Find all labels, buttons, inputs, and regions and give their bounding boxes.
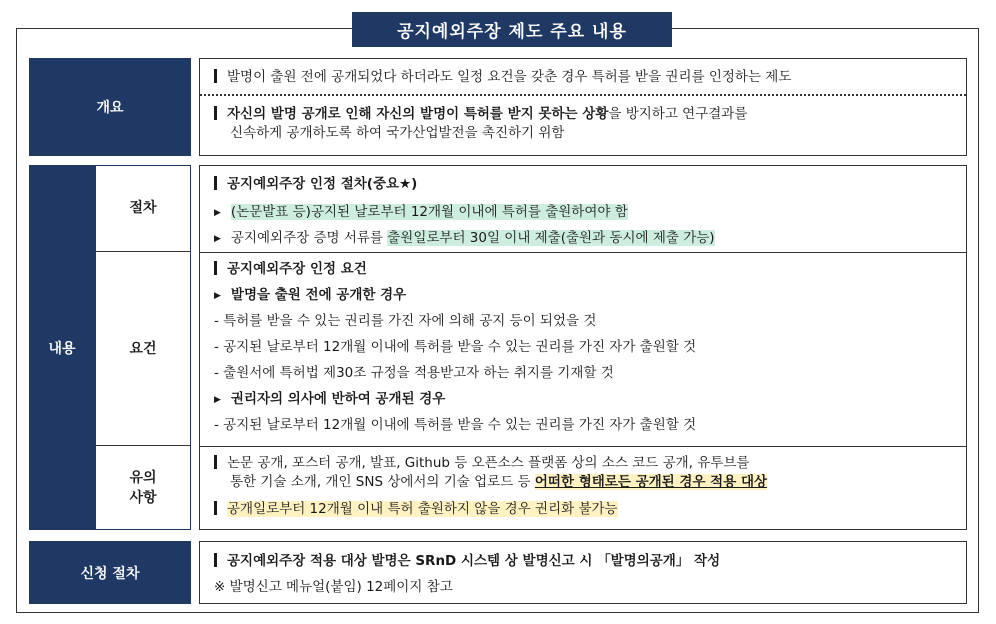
requirements-label-text: 요건: [129, 340, 157, 357]
requirements-item: [214, 416, 696, 434]
bar-marker: [214, 106, 217, 120]
overview-text-3: 신속하게 공개하도록 하여 국가산업발전을 촉진하기 위함: [230, 125, 565, 141]
procedure-heading: [214, 175, 417, 193]
procedure-item-1-highlight: (논문발표 등)공지된 날로부터 12개월 이내에 특허를 출원: [230, 204, 572, 220]
triangle-bullet-icon: ▶: [214, 291, 221, 301]
requirements-item-text: - 공지된 날로부터 12개월 이내에 특허를 받을 수 있는 권리를 가진 자가 출원할 것: [214, 417, 697, 433]
procedure-heading-text: 공지예외주장 인정 절차(중요★): [227, 176, 418, 192]
procedure-item-2: [214, 229, 715, 248]
overview-line-2: [214, 105, 747, 123]
requirements-sub-1: [214, 286, 406, 305]
dotted-divider: [200, 94, 966, 96]
overview-text-1: 발명이 출원 전에 공개되었다 하더라도 일정 요건을 갖춘 경우 특허를 받을 권리를 인정하는 제도: [227, 69, 792, 85]
requirements-item: [214, 312, 596, 330]
page-title: [352, 12, 672, 47]
requirements-item-text: - 공지된 날로부터 12개월 이내에 특허를 받을 수 있는 권리를 가진 자가 출원할 것: [214, 339, 697, 355]
page-title-text: 공지예외주장 제도 주요 내용: [397, 17, 627, 42]
bar-marker: [214, 261, 217, 275]
application-text-2: ※ 발명신고 메뉴얼(붙임) 12페이지 참고: [214, 579, 453, 595]
overview-line-3: [230, 124, 564, 142]
divider: [200, 446, 966, 447]
application-label-text: 신청 절차: [80, 565, 140, 582]
bar-marker: [214, 553, 217, 567]
notes-text-2-highlight: 어떠한 형태로든 공개된 경우 적용 대상: [534, 474, 768, 490]
procedure-item-2-highlight: 출원일로부터 30일 이내 제출(출원과 동시에 제출 가능): [387, 230, 715, 246]
notes-label-text-1: 유의: [129, 470, 157, 486]
content-label-text: 내용: [48, 340, 76, 357]
requirements-item: [214, 338, 696, 356]
notes-line-2: [230, 473, 767, 491]
triangle-bullet-icon: ▶: [214, 395, 221, 405]
notes-line-1: [214, 454, 749, 472]
procedure-item-1: [214, 203, 628, 222]
bar-marker: [214, 501, 217, 515]
overview-label-text: 개요: [96, 100, 124, 116]
procedure-label-text: 절차: [129, 200, 157, 216]
overview-line-1: [214, 68, 791, 86]
bar-marker: [214, 69, 217, 83]
application-line-2: [214, 578, 453, 596]
requirements-sub-2: [214, 390, 445, 409]
bar-marker: [214, 455, 217, 469]
overview-label: [29, 58, 191, 156]
application-box: [199, 541, 967, 604]
triangle-bullet-icon: ▶: [214, 208, 221, 218]
requirements-heading-text: 공지예외주장 인정 요건: [227, 261, 367, 277]
procedure-item-2-plain: 공지예외주장 증명 서류를: [230, 230, 388, 246]
notes-label-text-2: 사항: [129, 490, 157, 506]
requirements-item-text: - 특허를 받을 수 있는 권리를 가진 자에 의해 공지 등이 되었을 것: [214, 313, 597, 329]
overview-text-2-bold: 자신의 발명 공개로 인해 자신의 발명이 특허를 받지 못하는 상황: [227, 106, 609, 122]
application-line-1: [214, 552, 720, 570]
requirements-sub-1-text: 발명을 출원 전에 공개한 경우: [230, 287, 407, 303]
notes-label: [95, 446, 191, 530]
notes-text-2-plain: 통한 기술 소개, 개인 SNS 상에서의 기술 업로드 등: [230, 474, 535, 490]
application-text-1: 공지예외주장 적용 대상 발명은 SRnD 시스템 상 발명신고 시 「발명의공개」 작성: [227, 553, 721, 569]
notes-line-3: [214, 500, 618, 518]
notes-text-1: 논문 공개, 포스터 공개, 발표, Github 등 오픈소스 플랫폼 상의 소스 코드 공개, 유투브를: [227, 455, 750, 471]
requirements-sub-2-text: 권리자의 의사에 반하여 공개된 경우: [230, 391, 446, 407]
overview-box: [199, 58, 967, 156]
procedure-label: [95, 165, 191, 252]
overview-text-2-rest: 을 방지하고 연구결과를: [608, 106, 748, 122]
bar-marker: [214, 176, 217, 190]
requirements-item: [214, 364, 614, 382]
requirements-item-text: - 출원서에 특허법 제30조 규정을 적용받고자 하는 취지를 기재할 것: [214, 365, 614, 381]
notes-text-3: 공개일로부터 12개월 이내 특허 출원하지 않을 경우 권리화 불가능: [227, 501, 618, 517]
application-label: [29, 541, 191, 604]
requirements-heading: [214, 260, 367, 278]
triangle-bullet-icon: ▶: [214, 234, 221, 244]
content-label: [29, 165, 95, 530]
divider: [200, 252, 966, 253]
content-box: [199, 165, 967, 530]
procedure-item-1-rest: 하여야 함: [571, 204, 628, 220]
requirements-label: [95, 252, 191, 446]
